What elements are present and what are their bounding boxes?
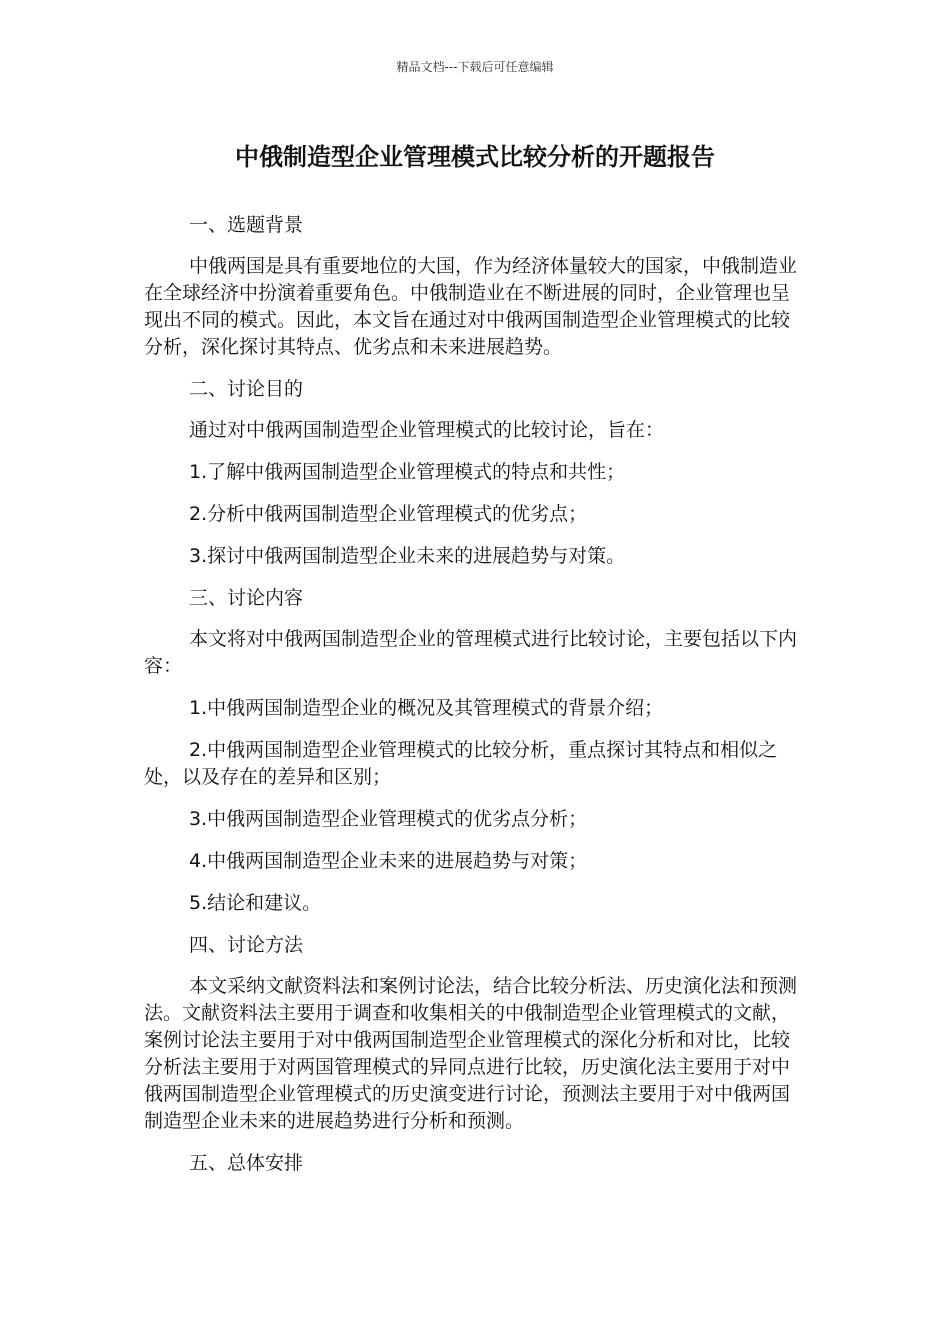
- section-heading-purpose: 二、讨论目的: [189, 378, 304, 400]
- purpose-item-3: 3.探讨中俄两国制造型企业未来的进展趋势与对策。: [189, 545, 626, 567]
- content-item-4: 4.中俄两国制造型企业未来的进展趋势与对策；: [189, 850, 588, 872]
- content-item-5: 5.结论和建议。: [189, 892, 322, 914]
- section-heading-schedule: 五、总体安排: [189, 1152, 304, 1174]
- methods-paragraph: 本文采纳文献资料法和案例讨论法，结合比较分析法、历史演化法和预测法。文献资料法主要用于调查和收集相关的中俄制造型企业管理模式的文献，案例讨论法主要用于对中俄两国制造型企业管理模式的深化分析和对比，比较分析法主要用于对两国管理模式的异同点进行比较，历史演化法主要用于对中俄两国制造型企业管理模式的历史演变进行讨论，预测法主要用于对中俄两国制造型企业未来的进展趋势进行分析和预测。: [144, 975, 798, 1132]
- section-heading-methods: 四、讨论方法: [189, 934, 304, 956]
- purpose-item-1: 1.了解中俄两国制造型企业管理模式的特点和共性；: [189, 461, 626, 483]
- content-item-3: 3.中俄两国制造型企业管理模式的优劣点分析；: [189, 808, 588, 830]
- purpose-item-2: 2.分析中俄两国制造型企业管理模式的优劣点；: [189, 503, 588, 525]
- header-note: 精品文档---下载后可任意编辑: [396, 60, 554, 74]
- content-intro: 本文将对中俄两国制造型企业的管理模式进行比较讨论，主要包括以下内容：: [144, 628, 798, 677]
- content-item-1: 1.中俄两国制造型企业的概况及其管理模式的背景介绍；: [189, 697, 664, 719]
- background-paragraph: 中俄两国是具有重要地位的大国，作为经济体量较大的国家，中俄制造业在全球经济中扮演着重要角色。中俄制造业在不断进展的同时，企业管理也呈现出不同的模式。因此，本文旨在通过对中俄两国制造型企业管理模式的比较分析，深化探讨其特点、优劣点和未来进展趋势。: [144, 255, 798, 358]
- document-body: [144, 212, 804, 1191]
- document-title: 中俄制造型企业管理模式比较分析的开题报告: [235, 143, 715, 171]
- section-heading-content: 三、讨论内容: [189, 587, 304, 609]
- content-item-2: 2.中俄两国制造型企业管理模式的比较分析，重点探讨其特点和相似之处，以及存在的差异和区别；: [144, 739, 778, 788]
- section-heading-background: 一、选题背景: [189, 214, 304, 236]
- purpose-intro: 通过对中俄两国制造型企业管理模式的比较讨论，旨在：: [189, 419, 665, 441]
